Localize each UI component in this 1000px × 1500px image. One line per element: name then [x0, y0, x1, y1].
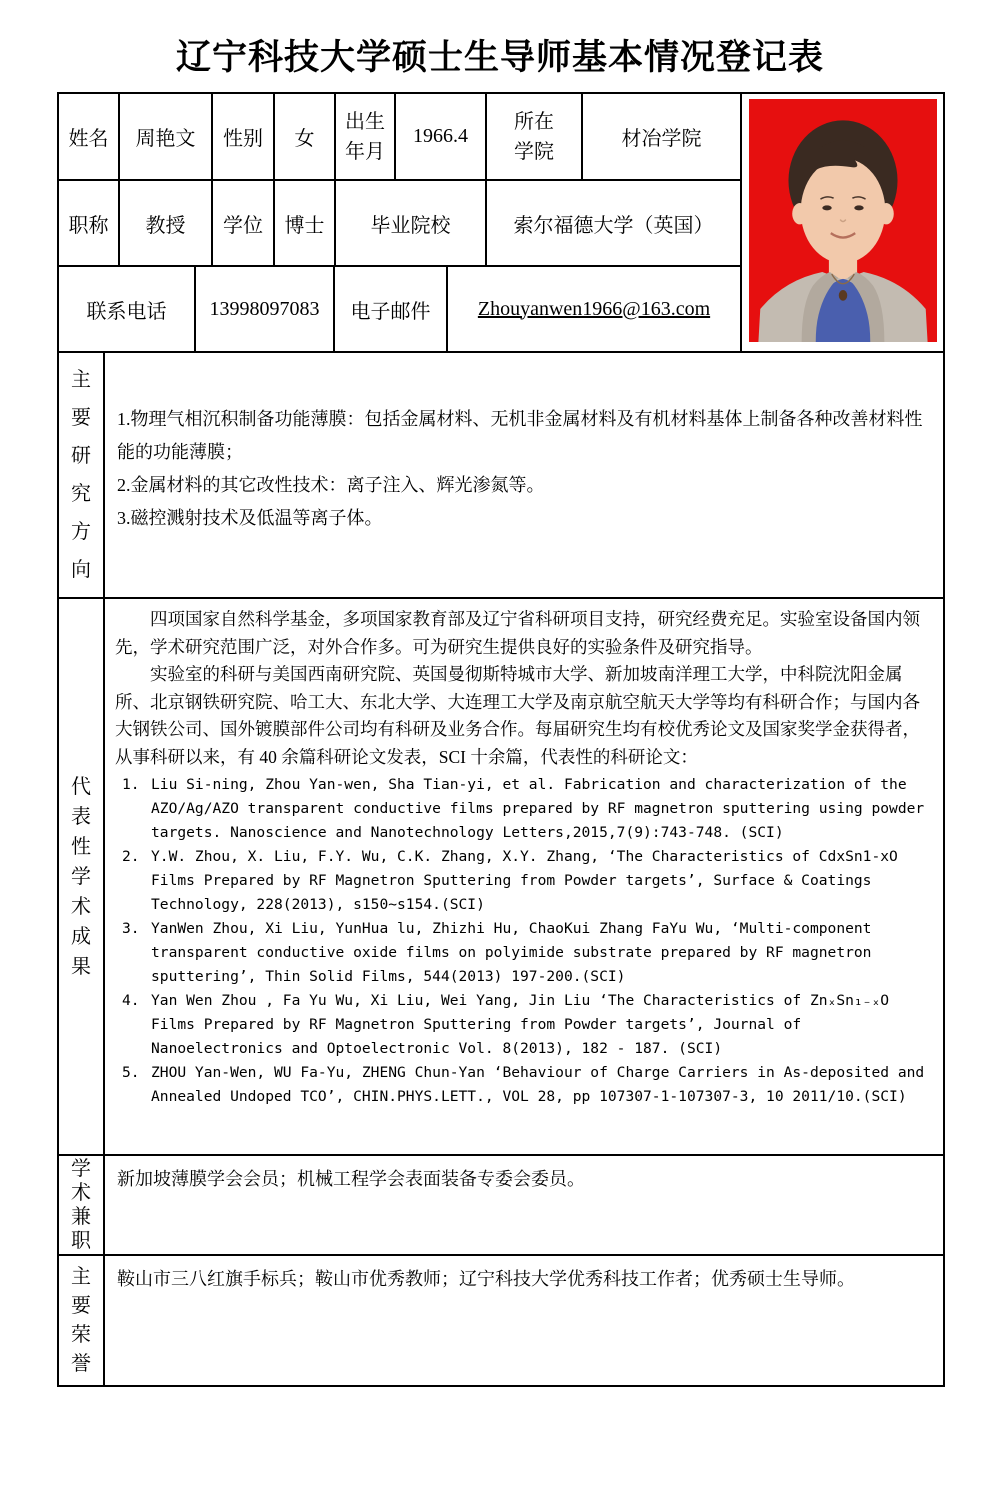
gender-label: 性别 — [213, 94, 275, 179]
email-link[interactable]: Zhouyanwen1966@163.com — [477, 297, 711, 320]
publication-number: 3. — [122, 920, 140, 937]
section-research-directions — [59, 351, 943, 597]
honors-content: 鞍山市三八红旗手标兵；鞍山市优秀教师；辽宁科技大学优秀科技工作者；优秀硕士生导师。 — [117, 1269, 855, 1289]
research-direction-item: 1.物理气相沉积制备功能薄膜：包括金属材料、无机非金属材料及有机材料基体上制备各种改善材料性能的功能薄膜； — [117, 409, 923, 462]
section-achievements — [59, 597, 943, 1154]
college-value: 材冶学院 — [621, 128, 702, 150]
birth-value: 1966.4 — [396, 94, 487, 179]
page-title: 辽宁科技大学硕士生导师基本情况登记表 — [175, 38, 824, 77]
publication-list — [115, 773, 933, 1109]
face-shape — [801, 158, 886, 263]
achievements-content — [105, 599, 943, 1154]
publication-text: Liu Si-ning, Zhou Yan-wen, Sha Tian-yi, et al. Fabrication and characterization of the AZO/Ag/AZO transparent conductive films prepared by RF magnetron sputtering using powder targets. Nanoscience and Nanotechnology Letters,2015,7(9):743-748. (SCI) — [151, 776, 925, 841]
publication-item — [115, 845, 933, 917]
achievements-paragraph: 实验室的科研与美国西南研究院、英国曼彻斯特城市大学、新加坡南洋理工大学，中科院沈阳金属所、北京钢铁研究院、哈工大、东北大学、大连理工大学及南京航空航天大学等均有科研合作；与国内各大钢铁公司、国外镀膜部件公司均有科研及业务合作。每届研究生均有校优秀论文及国家奖学金获得者，从事科研以来，有 40 余篇科研论文发表，SCI 十余篇，代表性的科研论文： — [115, 664, 920, 767]
phone-label: 联系电话 — [59, 267, 196, 351]
research-directions-label: 主要研究方向 — [71, 369, 91, 581]
academic-positions-label: 学术兼职 — [71, 1158, 91, 1252]
honors-label: 主要荣誉 — [71, 1265, 91, 1375]
table-row — [59, 267, 740, 351]
birth-label — [336, 94, 396, 179]
table-row — [59, 94, 740, 181]
birth-label-text: 出生年月 — [345, 110, 385, 163]
name-value: 周艳文 — [120, 94, 213, 179]
honors-label-cell — [59, 1256, 105, 1385]
publication-number: 2. — [122, 848, 140, 865]
publication-item — [115, 773, 933, 845]
publication-text: Yan Wen Zhou , Fa Yu Wu, Xi Liu, Wei Yang, Jin Liu ‘The Characteristics of ZnₓSn₁₋ₓO Films Prepared by RF Magnetron Sputtering from Powder targets’, Journal of Nanoelectronics and Optoelectronic Vol. 8(2013), 182 - 187. (SCI) — [151, 992, 890, 1057]
degree-value: 博士 — [275, 181, 336, 265]
portrait-photo — [740, 94, 943, 351]
publication-number: 1. — [122, 776, 140, 793]
section-academic-positions — [59, 1154, 943, 1254]
college-label-text: 所在学院 — [514, 110, 554, 163]
eye-left — [822, 205, 831, 210]
achievements-label-cell — [59, 599, 105, 1154]
basic-info-grid — [59, 94, 740, 351]
research-directions-label-cell — [59, 353, 105, 597]
publication-item — [115, 917, 933, 989]
publication-text: YanWen Zhou, Xi Liu, YunHua lu, Zhizhi Hu, ChaoKui Zhang FaYu Wu, ‘Multi-component transparent conductive oxide films on polyimide substrate prepared by RF magnetron sputtering’, Thin Solid Films, 544(2013) 197-200.(SCI) — [151, 920, 872, 985]
publication-number: 4. — [122, 992, 140, 1009]
table-row — [59, 181, 740, 267]
eye-right — [854, 205, 863, 210]
publication-number: 5. — [122, 1064, 140, 1081]
necklace-pendant — [839, 290, 847, 301]
section-honors — [59, 1254, 943, 1385]
publication-item — [115, 989, 933, 1061]
school-label: 毕业院校 — [336, 181, 487, 265]
title-value: 教授 — [120, 181, 213, 265]
research-direction-item: 3.磁控溅射技术及低温等离子体。 — [117, 508, 383, 528]
research-direction-item: 2.金属材料的其它改性技术：离子注入、辉光渗氮等。 — [117, 475, 545, 495]
degree-label: 学位 — [213, 181, 275, 265]
phone-value: 13998097083 — [196, 267, 335, 351]
publication-text: ZHOU Yan-Wen, WU Fa-Yu, ZHENG Chun-Yan ‘Behaviour of Charge Carriers in As-deposited and Annealed Undoped TCO’, CHIN.PHYS.LETT., VOL 28, pp 107307-1-107307-3, 10 2011/10.(SCI) — [151, 1064, 925, 1105]
email-value-cell — [448, 267, 740, 351]
gender-value: 女 — [275, 94, 336, 179]
research-directions-content — [105, 353, 943, 597]
basic-info-block — [59, 94, 943, 351]
college-label — [487, 94, 583, 179]
achievements-label: 代表性学术成果 — [71, 775, 91, 978]
title-label: 职称 — [59, 181, 120, 265]
portrait-photo-image — [749, 99, 937, 342]
registration-form-table — [57, 92, 945, 1387]
school-value: 索尔福德大学（英国） — [513, 214, 714, 237]
publication-text: Y.W. Zhou, X. Liu, F.Y. Wu, C.K. Zhang, X.Y. Zhang, ‘The Characteristics of CdxSn1-xO Films Prepared by RF Magnetron Sputtering from Powder targets’, Surface & Coatings Technology, 228(2013), s150~s154.(SCI) — [151, 848, 898, 913]
academic-positions-content: 新加坡薄膜学会会员；机械工程学会表面装备专委会委员。 — [117, 1169, 585, 1189]
name-label: 姓名 — [59, 94, 120, 179]
academic-positions-label-cell — [59, 1156, 105, 1254]
publication-item — [115, 1061, 933, 1109]
achievements-paragraph: 四项国家自然科学基金，多项国家教育部及辽宁省科研项目支持，研究经费充足。实验室设备国内领先，学术研究范围广泛，对外合作多。可为研究生提供良好的实验条件及研究指导。 — [115, 609, 920, 657]
email-label: 电子邮件 — [335, 267, 448, 351]
